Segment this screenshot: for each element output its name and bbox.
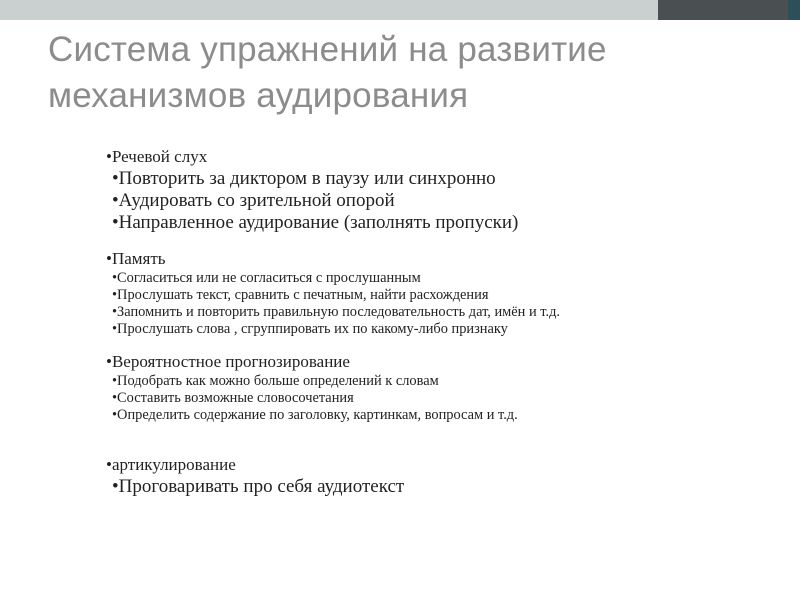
section-heading: • Вероятностное прогнозирование (106, 351, 786, 373)
spacer (106, 424, 786, 454)
spacer (106, 338, 786, 351)
list-item: • Повторить за диктором в паузу или синхронно (106, 168, 786, 190)
list-item: • Запомнить и повторить правильную последовательность дат, имён и т.д. (106, 304, 786, 321)
top-decorative-bar (0, 0, 800, 20)
section-memory (106, 248, 786, 338)
slide-title-line-2: механизмов аудирования (48, 76, 469, 115)
top-bar-accent-segment (788, 0, 800, 20)
spacer (106, 234, 786, 248)
list-item: • Согласиться или не согласиться с прослушанным (106, 270, 786, 287)
list-item: • Подобрать как можно больше определений к словам (106, 373, 786, 390)
list-item: • Аудировать со зрительной опорой (106, 190, 786, 212)
list-item: • Составить возможные словосочетания (106, 390, 786, 407)
list-item: • Прослушать текст, сравнить с печатным, найти расхождения (106, 287, 786, 304)
list-item: • Прослушать слова , сгруппировать их по какому-либо признаку (106, 321, 786, 338)
section-speech-hearing (106, 146, 786, 234)
list-item: • Направленное аудирование (заполнять пропуски) (106, 212, 786, 234)
list-item: • Определить содержание по заголовку, картинкам, вопросам и т.д. (106, 407, 786, 424)
slide-title-line-1: Система упражнений на развитие (48, 30, 607, 69)
section-heading: • Речевой слух (106, 146, 786, 168)
slide-title (48, 27, 768, 119)
top-bar-light-segment (0, 0, 658, 20)
top-bar-dark-segment (658, 0, 788, 20)
section-articulation (106, 454, 786, 498)
section-probabilistic-forecasting (106, 351, 786, 424)
list-item: • Проговаривать про себя аудиотекст (106, 476, 786, 498)
slide-content (106, 146, 786, 498)
section-heading: • Память (106, 248, 786, 270)
section-heading: • артикулирование (106, 454, 786, 476)
